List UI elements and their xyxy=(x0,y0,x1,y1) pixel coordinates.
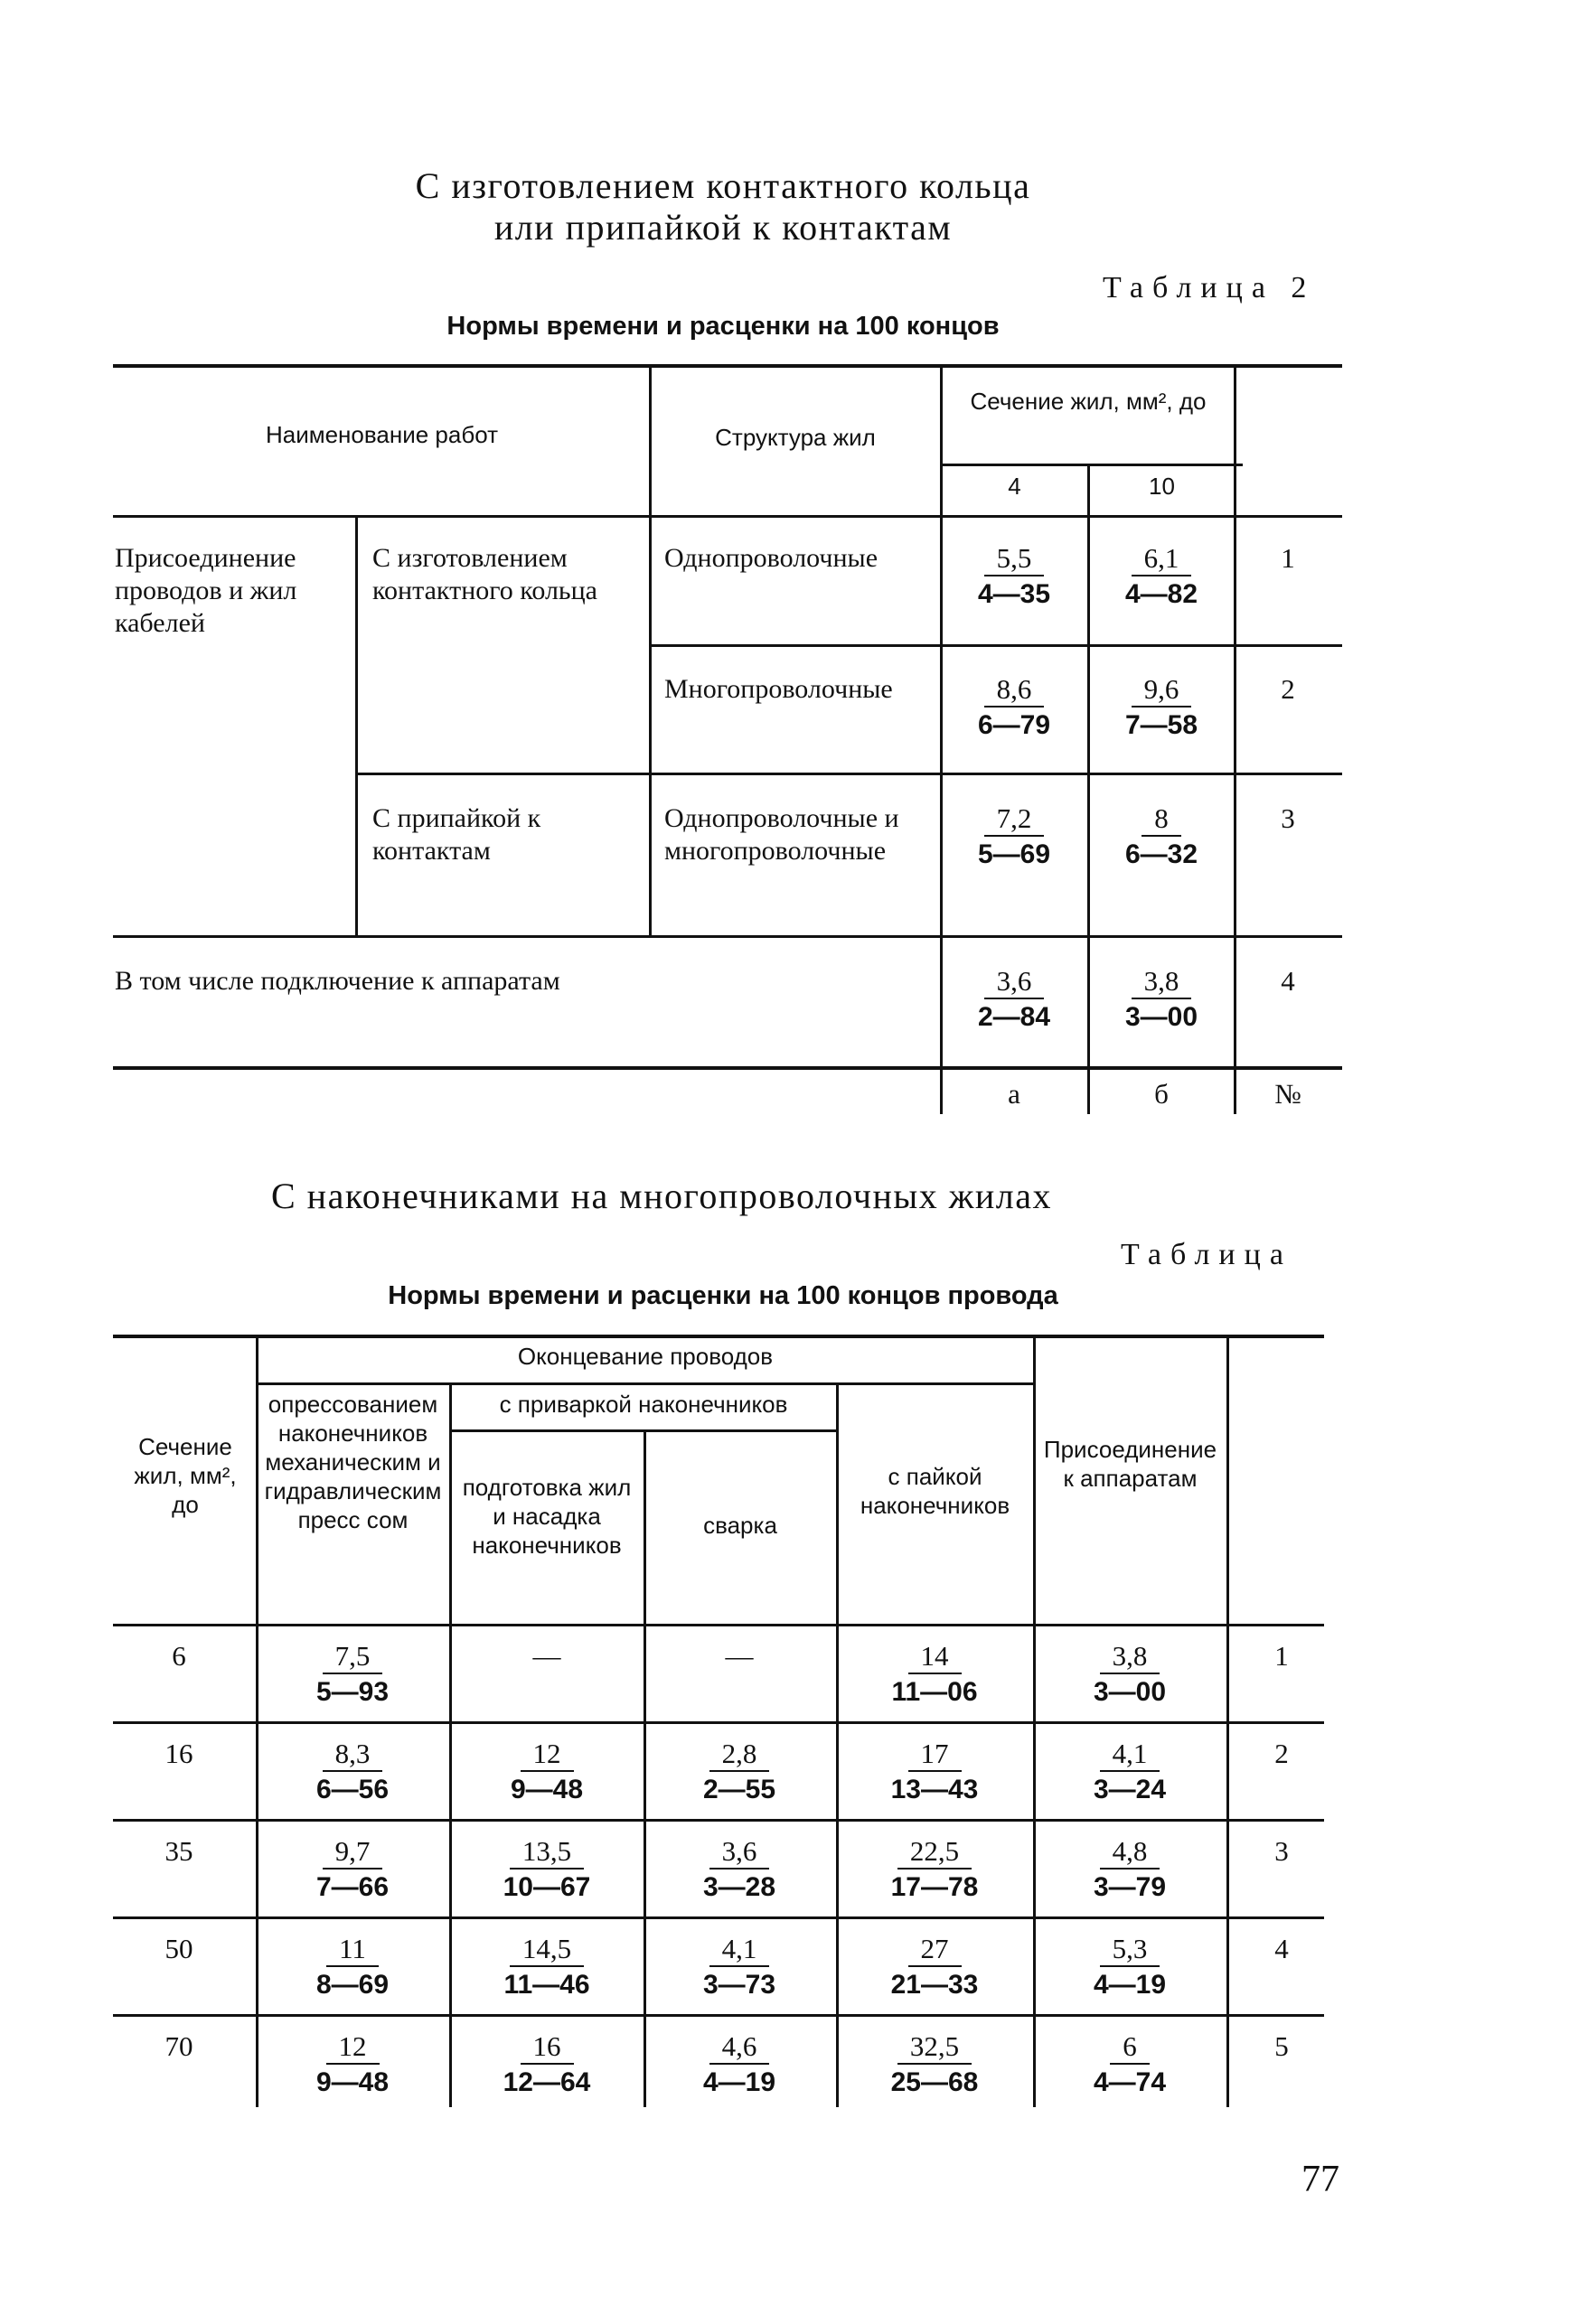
header-section: Сечение жил, мм², до xyxy=(970,388,1207,415)
value-cell: $\frac{6,1}{4—82}$ xyxy=(1124,542,1198,609)
value-cell: $\frac{7,2}{5—69}$ xyxy=(977,802,1051,869)
section-value: 35 xyxy=(164,1835,193,1867)
header-col-10: 10 xyxy=(1149,473,1175,500)
structure-both: Однопроволочные и многопроволочные xyxy=(664,803,899,866)
structure-solid: Однопроволочные xyxy=(664,543,878,573)
value-cell: — xyxy=(532,1640,561,1672)
value-cell: $\frac{2,8}{2—55}$ xyxy=(702,1738,776,1804)
value-cell: $\frac{14}{11—06}$ xyxy=(891,1640,978,1707)
group-name: Присоединение проводов и жил кабелей xyxy=(115,543,297,638)
footer-col-a: а xyxy=(1008,1078,1020,1110)
header-weld: сварка xyxy=(703,1512,777,1539)
header-col-4: 4 xyxy=(1008,473,1021,500)
section-value: 50 xyxy=(164,1933,193,1964)
row-number: 2 xyxy=(1281,673,1295,705)
row-apparatus-name: В том числе подключение к аппаратам xyxy=(115,966,560,996)
section1-heading-line2: или припайкой к контактам xyxy=(493,207,953,248)
row-number: 1 xyxy=(1274,1640,1289,1672)
value-cell: $\frac{13,5}{10—67}$ xyxy=(503,1835,591,1902)
value-cell: $\frac{12}{9—48}$ xyxy=(315,2030,390,2097)
header-structure: Структура жил xyxy=(715,424,876,451)
row-number: 2 xyxy=(1274,1738,1289,1769)
row-number: 5 xyxy=(1274,2030,1289,2062)
value-cell: $\frac{17}{13—43}$ xyxy=(890,1738,979,1804)
table3-caption: Нормы времени и расценки на 100 концов провода xyxy=(388,1281,1058,1310)
value-cell: $\frac{3,8}{3—00}$ xyxy=(1093,1640,1167,1707)
value-cell: $\frac{3,6}{3—28}$ xyxy=(702,1835,776,1902)
section2-heading: С наконечниками на многопроволочных жилах xyxy=(271,1176,1052,1216)
section-value: 16 xyxy=(164,1738,193,1769)
table2-label: Таблица 2 xyxy=(1103,271,1316,305)
value-cell: $\frac{9,6}{7—58}$ xyxy=(1124,673,1198,740)
value-cell: $\frac{16}{12—64}$ xyxy=(503,2030,591,2097)
row-number: 4 xyxy=(1281,965,1295,997)
value-cell: $\frac{4,6}{4—19}$ xyxy=(702,2030,776,2097)
header-connect: Присоединение к аппаратам xyxy=(1043,1436,1217,1492)
header-pressing: опрессованием наконечников механическим и гидравлическим пресс сом xyxy=(264,1391,442,1533)
value-cell: $\frac{7,5}{5—93}$ xyxy=(315,1640,390,1707)
header-welding-group: с приваркой наконечников xyxy=(499,1391,788,1418)
header-work-name: Наименование работ xyxy=(265,421,499,448)
section-value: 6 xyxy=(172,1640,186,1672)
row-number: 3 xyxy=(1274,1835,1289,1867)
section1-heading xyxy=(271,165,1175,248)
value-cell: $\frac{11}{8—69}$ xyxy=(315,1933,390,2000)
value-cell: $\frac{9,7}{7—66}$ xyxy=(315,1835,390,1902)
value-cell: $\frac{27}{21—33}$ xyxy=(890,1933,979,2000)
value-cell: — xyxy=(725,1640,754,1672)
value-cell: $\frac{3,8}{3—00}$ xyxy=(1124,965,1198,1032)
header-termination: Оконцевание проводов xyxy=(517,1343,774,1370)
value-cell: $\frac{8,3}{6—56}$ xyxy=(315,1738,390,1804)
row-number: 3 xyxy=(1281,802,1295,834)
value-cell: $\frac{5,5}{4—35}$ xyxy=(977,542,1051,609)
header-prep: подготовка жил и насадка наконечников xyxy=(462,1474,632,1559)
value-cell: $\frac{4,1}{3—73}$ xyxy=(702,1933,776,2000)
value-cell: $\frac{5,3}{4—19}$ xyxy=(1093,1933,1167,2000)
structure-stranded: Многопроволочные xyxy=(664,674,893,704)
value-cell: $\frac{6}{4—74}$ xyxy=(1093,2030,1167,2097)
subgroup-solder: С припайкой к контактам xyxy=(372,803,541,866)
value-cell: $\frac{32,5}{25—68}$ xyxy=(890,2030,979,2097)
value-cell: $\frac{3,6}{2—84}$ xyxy=(977,965,1051,1032)
footer-col-b: б xyxy=(1154,1078,1169,1110)
table2-caption: Нормы времени и расценки на 100 концов xyxy=(446,312,1000,341)
subgroup-ring: С изготовлением контактного кольца xyxy=(372,543,597,605)
section-value: 70 xyxy=(164,2030,193,2062)
value-cell: $\frac{4,8}{3—79}$ xyxy=(1093,1835,1167,1902)
value-cell: $\frac{22,5}{17—78}$ xyxy=(890,1835,979,1902)
value-cell: $\frac{8,6}{6—79}$ xyxy=(977,673,1051,740)
row-number: 1 xyxy=(1281,542,1295,574)
header-section: Сечение жил, мм², до xyxy=(134,1433,237,1518)
footer-col-no: № xyxy=(1274,1078,1301,1110)
value-cell: $\frac{8}{6—32}$ xyxy=(1124,802,1198,869)
page-number: 77 xyxy=(1301,2159,1339,2200)
value-cell: $\frac{14,5}{11—46}$ xyxy=(503,1933,590,2000)
header-solder: с пайкой наконечников xyxy=(860,1463,1010,1519)
row-number: 4 xyxy=(1274,1933,1289,1964)
section1-heading-line1: С изготовлением контактного кольца xyxy=(415,165,1031,206)
table3-label: Таблица xyxy=(1121,1238,1292,1271)
value-cell: $\frac{4,1}{3—24}$ xyxy=(1093,1738,1167,1804)
value-cell: $\frac{12}{9—48}$ xyxy=(510,1738,584,1804)
